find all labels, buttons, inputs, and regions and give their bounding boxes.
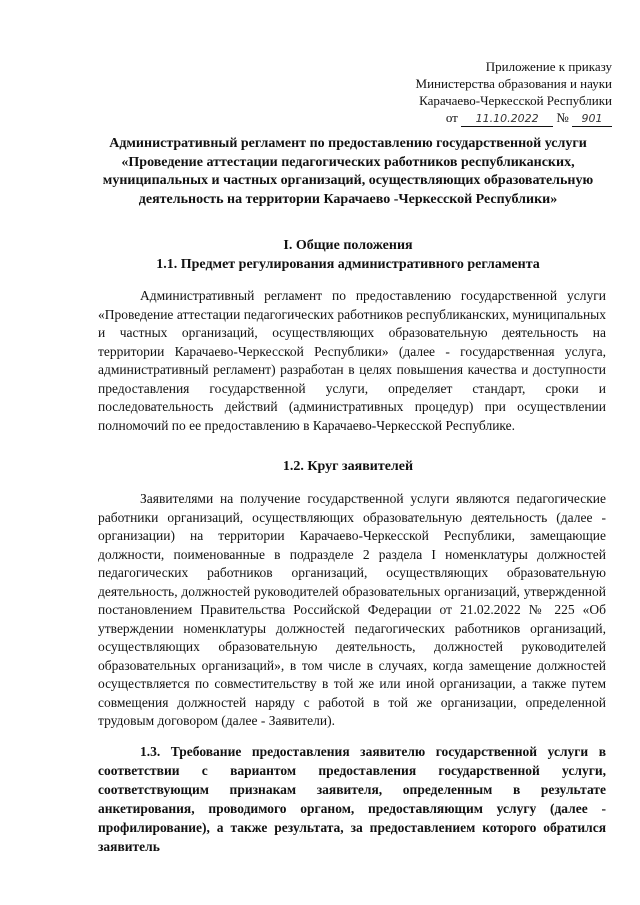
number-label: № [556, 110, 569, 125]
appendix-block [382, 58, 612, 127]
handwritten-number: 901 [572, 112, 612, 127]
document-title: Административный регламент по предоставлению государственной услуги «Проведение аттестации педагогических работников республиканских, муниципальных и частных организаций, осуществляющих образовательную деятельность на территории Карачаево -Черкесской Республики» [102, 136, 594, 207]
appendix-line-3: Карачаево-Черкесской Республики [419, 93, 612, 108]
paragraph-1-2: Заявителями на получение государственной услуги являются педагогические работники организаций, осуществляющих образовательную деятельность (далее - организации) на территории Карачаево-Черкесской Республики, замещающие должности, поименованные в подразделе 2 раздела I номенклатуры должностей педагогических работников организаций, осуществляющих образовательную деятельность, должностей руководителей образовательных организаций, утвержденной постановлением Правительства Российской Федерации от 21.02.2022 № 225 «Об утверждении номенклатуры должностей педагогических работников организаций, осуществляющих образовательную деятельность, должностей руководителей образовательных организаций», в том числе в случаях, когда замещение должностей осуществляется по совместительству в той же или иной организации, а также путем совмещения должностей наряду с работой в той же организации, определенной трудовым договором (далее - Заявители). [98, 491, 606, 728]
paragraph-1-1: Административный регламент по предоставлению государственной услуги «Проведение аттестации педагогических работников республиканских, муниципальных и частных организаций, осуществляющих образовательную деятельность на территории Карачаево-Черкесской Республики» (далее - государственная услуга, административный регламент) разработан в целях повышения качества и доступности предоставления государственной услуги, определяет стандарт, сроки и последовательность действий (административных процедур) при осуществлении полномочий по ее предоставлению в Карачаево-Черкесской Республике. [98, 288, 606, 433]
subsection-heading-1-1: 1.1. Предмет регулирования административного регламента [156, 257, 540, 272]
section-heading-general: I. Общие положения [283, 238, 413, 253]
order-date-number-line [382, 109, 612, 127]
subsection-heading-1-2: 1.2. Круг заявителей [282, 459, 414, 474]
handwritten-date: 11.10.2022 [461, 112, 553, 127]
subsection-heading-1-3: 1.3. Требование предоставления заявителю государственной услуги в соответствии с вариантом предоставления государственной услуги, соответствующим признакам заявителя, определенным в результате анкетирования, проводимого органом, предоставляющим услугу (далее - профилирование), а также результата, за предоставлением которого обратился заявитель [98, 744, 606, 854]
from-label: от [445, 110, 458, 125]
appendix-line-2: Министерства образования и науки [415, 76, 612, 91]
appendix-line-1: Приложение к приказу [485, 59, 612, 74]
